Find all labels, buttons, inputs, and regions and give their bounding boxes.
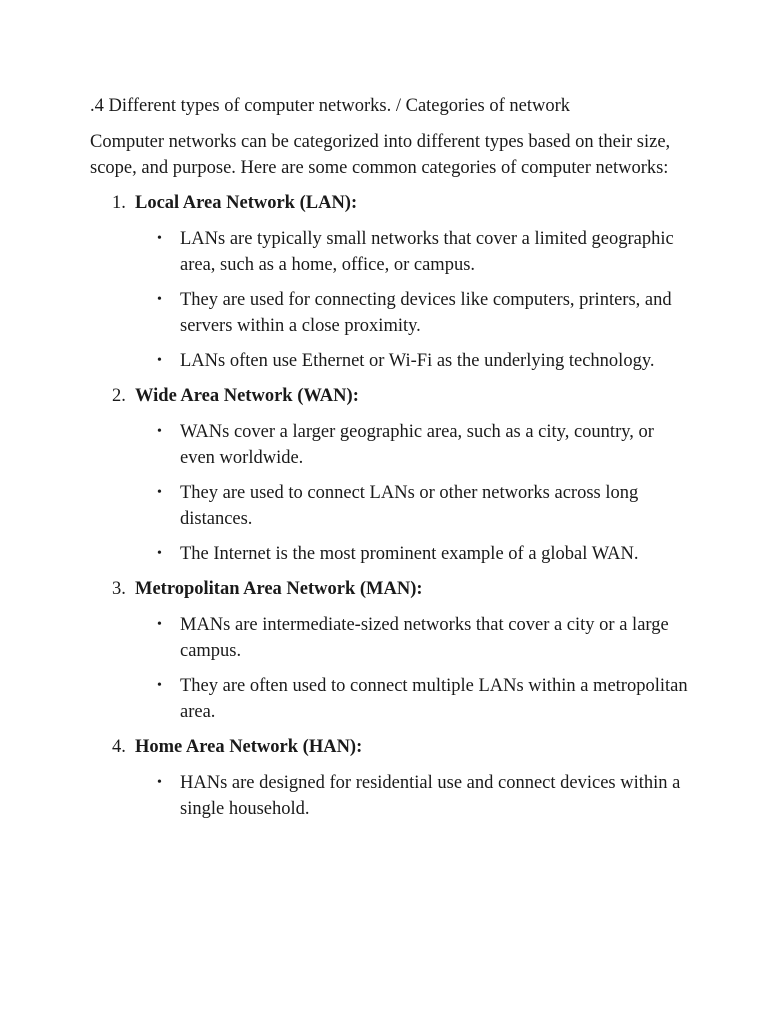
category-name: Home Area Network (HAN): [135, 737, 363, 757]
bullet-icon: • [157, 678, 162, 693]
bullet-text: WANs cover a larger geographic area, such as a city, country, or even worldwide. [180, 422, 654, 468]
bullet-item [157, 770, 690, 822]
document-page [90, 93, 690, 831]
intro-paragraph: Computer networks can be categorized into different types based on their size, scope, and purpose. Here are some common categories of computer networks: [90, 132, 671, 178]
bullet-icon: • [157, 292, 162, 307]
bullet-icon: • [157, 775, 162, 790]
bullet-icon: • [157, 546, 162, 561]
bullet-text: HANs are designed for residential use and connect devices within a single household. [180, 773, 681, 819]
category-number: 1. [112, 193, 126, 213]
bullet-list [90, 226, 690, 374]
bullet-item [157, 348, 690, 374]
category-name: Local Area Network (LAN): [135, 193, 358, 213]
bullet-item [157, 226, 690, 278]
bullet-list [90, 419, 690, 567]
category-number: 2. [112, 386, 126, 406]
bullet-text: They are used for connecting devices like computers, printers, and servers within a close proximity. [180, 290, 672, 336]
bullet-item [157, 541, 690, 567]
bullet-icon: • [157, 424, 162, 439]
category-name: Wide Area Network (WAN): [135, 386, 359, 406]
bullet-list [90, 770, 690, 822]
bullet-text: MANs are intermediate-sized networks that cover a city or a large campus. [180, 615, 669, 661]
bullet-text: The Internet is the most prominent example of a global WAN. [180, 544, 639, 564]
section-heading: .4 Different types of computer networks. / Categories of network [90, 96, 571, 116]
bullet-icon: • [157, 231, 162, 246]
category-list [90, 190, 690, 822]
category-title [90, 383, 690, 409]
category-title [90, 576, 690, 602]
bullet-list [90, 612, 690, 725]
category-item-wan [90, 383, 690, 567]
category-item-han [90, 734, 690, 822]
bullet-icon: • [157, 353, 162, 368]
category-title [90, 190, 690, 216]
category-item-lan [90, 190, 690, 374]
category-name: Metropolitan Area Network (MAN): [135, 579, 423, 599]
bullet-item [157, 612, 690, 664]
bullet-text: LANs are typically small networks that cover a limited geographic area, such as a home, office, or campus. [180, 229, 674, 275]
bullet-item [157, 673, 690, 725]
bullet-item [157, 419, 690, 471]
bullet-text: LANs often use Ethernet or Wi-Fi as the underlying technology. [180, 351, 655, 371]
bullet-item [157, 480, 690, 532]
category-number: 4. [112, 737, 126, 757]
bullet-icon: • [157, 617, 162, 632]
bullet-text: They are often used to connect multiple LANs within a metropolitan area. [180, 676, 688, 722]
category-item-man [90, 576, 690, 725]
bullet-icon: • [157, 485, 162, 500]
category-number: 3. [112, 579, 126, 599]
bullet-text: They are used to connect LANs or other networks across long distances. [180, 483, 639, 529]
category-title [90, 734, 690, 760]
bullet-item [157, 287, 690, 339]
